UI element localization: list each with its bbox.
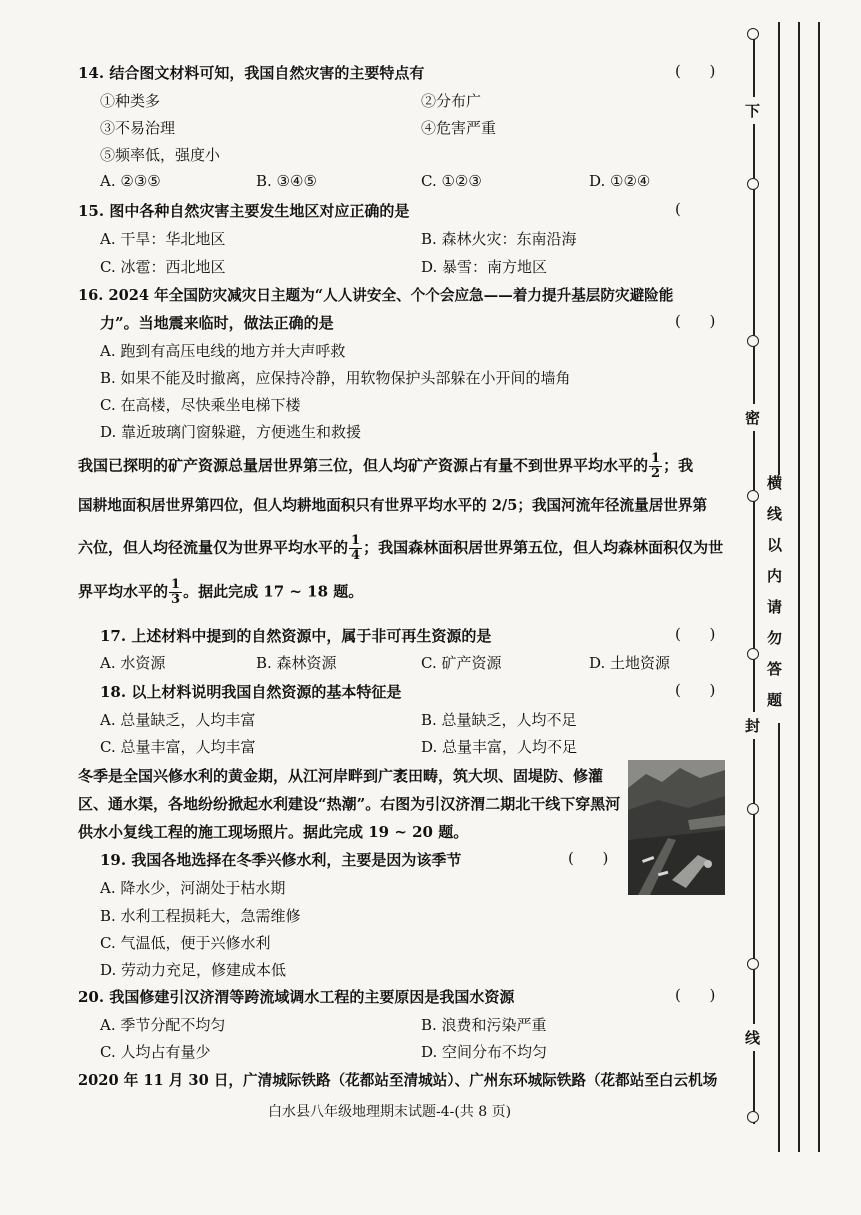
passage1-text-p4a: 界平均水平的 [78,582,169,601]
q14-item-4: ④危害严重 [421,119,497,137]
binding-char-xia: 下 [745,97,760,124]
frac2-num: 1 [351,533,361,548]
q18-option-b[interactable]: B. 总量缺乏，人均不足 [421,711,577,729]
q19-option-c[interactable]: C. 气温低，便于兴修水利 [100,934,271,952]
passage-resources-line3 [78,534,728,563]
binding-hole-marker [747,335,759,347]
q16-option-a[interactable]: A. 跑到有高压电线的地方并大声呼救 [100,342,346,360]
binding-hole-marker [747,958,759,970]
binding-char-xian: 线 [745,1024,760,1051]
q19-answer-paren[interactable]: ( ) [568,849,609,867]
frac2-den: 4 [351,548,361,563]
fraction-one-half [649,452,662,481]
q16-option-b[interactable]: B. 如果不能及时撤离，应保持冷静，用软物保护头部躲在小开间的墙角 [100,369,571,387]
q15-stem: 15. 图中各种自然灾害主要发生地区对应正确的是 [78,202,410,220]
q19-option-d[interactable]: D. 劳动力充足，修建成本低 [100,961,287,979]
binding-hole-marker [747,803,759,815]
q18-stem: 18. 以上材料说明我国自然资源的基本特征是 [100,683,402,701]
q19-option-a[interactable]: A. 降水少，河湖处于枯水期 [100,879,286,897]
q17-option-c[interactable]: C. 矿产资源 [421,654,502,672]
q14-option-a[interactable]: A. ②③⑤ [100,172,161,190]
q18-answer-paren[interactable]: ( ) [675,681,716,699]
passage1-text-p3a: 六位，但人均径流量仅为世界平均水平的 [78,538,349,557]
q17-option-d[interactable]: D. 土地资源 [589,654,671,672]
margin-rule-2 [798,22,800,1152]
passage1-text-p3b: ；我国森林面积居世界第五位，但人均森林面积仅为世 [363,538,724,557]
q16-option-d[interactable]: D. 靠近玻璃门窗躲避，方便逃生和救援 [100,423,362,441]
q20-option-d[interactable]: D. 空间分布不均匀 [421,1043,548,1061]
q15-option-d[interactable]: D. 暴雪：南方地区 [421,258,548,276]
margin-rule-3 [818,22,820,1152]
frac1-num: 1 [651,451,661,466]
passage-water-line1: 冬季是全国兴修水利的黄金期，从江河岸畔到广袤田畴，筑大坝、固堤防、修灌 [78,767,604,785]
q15-option-b[interactable]: B. 森林火灾：东南沿海 [421,230,577,248]
frac3-den: 3 [171,592,181,607]
q14-option-d[interactable]: D. ①②④ [589,172,651,190]
q19-option-b[interactable]: B. 水利工程损耗大，急需维修 [100,907,301,925]
binding-char-mi: 密 [745,404,760,431]
q19-stem: 19. 我国各地选择在冬季兴修水利，主要是因为该季节 [100,851,462,869]
q15-option-c[interactable]: C. 冰雹：西北地区 [100,258,226,276]
q16-option-c[interactable]: C. 在高楼，尽快乘坐电梯下楼 [100,396,301,414]
q14-item-3: ③不易治理 [100,119,176,137]
q20-stem: 20. 我国修建引汉济渭等跨流域调水工程的主要原因是我国水资源 [78,988,515,1006]
passage-water-line2: 区、通水渠，各地纷纷掀起水利建设“热潮”。右图为引汉济渭二期北干线下穿黑河 [78,795,621,813]
construction-site-photo [628,760,725,895]
q20-option-b[interactable]: B. 浪费和污染严重 [421,1016,547,1034]
passage1-text-a: 我国已探明的矿产资源总量居世界第三位，但人均矿产资源占有量不到世界平均水平的 [78,456,649,475]
q14-item-5: ⑤频率低，强度小 [100,146,221,164]
q17-option-a[interactable]: A. 水资源 [100,654,166,672]
q15-option-a[interactable]: A. 干旱：华北地区 [100,230,226,248]
binding-hole-marker [747,490,759,502]
frac3-num: 1 [171,577,181,592]
passage1-text-p2: 国耕地面积居世界第四位，但人均耕地面积只有世界平均水平的 2/5；我国河流年径流量居世界第 [78,497,708,514]
binding-warning-note: 横线以内请勿答题 [765,475,783,723]
passage1-text-b: ；我 [663,456,694,475]
q20-answer-paren[interactable]: ( ) [675,986,716,1004]
q15-answer-paren[interactable]: ( [675,200,681,218]
binding-hole-marker [747,28,759,40]
passage-resources-line4 [78,578,728,607]
q14-item-2: ②分布广 [421,92,482,110]
binding-hole-marker [747,648,759,660]
binding-char-feng: 封 [745,712,760,739]
binding-hole-marker [747,178,759,190]
q20-option-a[interactable]: A. 季节分配不均匀 [100,1016,226,1034]
q20-option-c[interactable]: C. 人均占有量少 [100,1043,211,1061]
q16-answer-paren[interactable]: ( ) [675,312,716,330]
q14-item-1: ①种类多 [100,92,161,110]
q14-answer-paren[interactable]: ( ) [675,62,716,80]
passage-resources-line2 [78,494,728,515]
q17-answer-paren[interactable]: ( ) [675,625,716,643]
q18-option-a[interactable]: A. 总量缺乏，人均丰富 [100,711,256,729]
fraction-one-quarter [349,534,362,563]
next-passage-line: 2020 年 11 月 30 日，广清城际铁路（花都站至清城站）、广州东环城际铁路（花都站至白云机场 [78,1072,718,1089]
frac1-den: 2 [651,466,661,481]
q16-stem-line1: 16. 2024 年全国防灾减灾日主题为“人人讲安全、个个会应急——着力提升基层防灾避险能 [78,287,674,304]
passage-water-line3: 供水小复线工程的施工现场照片。据此完成 19 ~ 20 题。 [78,823,469,841]
passage-resources-line1 [78,452,728,481]
q16-stem-line2: 力”。当地震来临时，做法正确的是 [100,314,334,332]
q18-option-c[interactable]: C. 总量丰富，人均丰富 [100,738,256,756]
q14-option-c[interactable]: C. ①②③ [421,172,482,190]
q17-option-b[interactable]: B. 森林资源 [256,654,337,672]
q14-option-b[interactable]: B. ③④⑤ [256,172,317,190]
q18-option-d[interactable]: D. 总量丰富，人均不足 [421,738,578,756]
binding-hole-marker [747,1111,759,1123]
q14-stem: 14. 结合图文材料可知，我国自然灾害的主要特点有 [78,64,425,82]
q17-stem: 17. 上述材料中提到的自然资源中，属于非可再生资源的是 [100,627,492,645]
passage1-text-p4b: 。据此完成 17 ~ 18 题。 [183,582,364,601]
fraction-one-third [169,578,182,607]
page-footer: 白水县八年级地理期末试题-4-(共 8 页) [268,1104,512,1120]
